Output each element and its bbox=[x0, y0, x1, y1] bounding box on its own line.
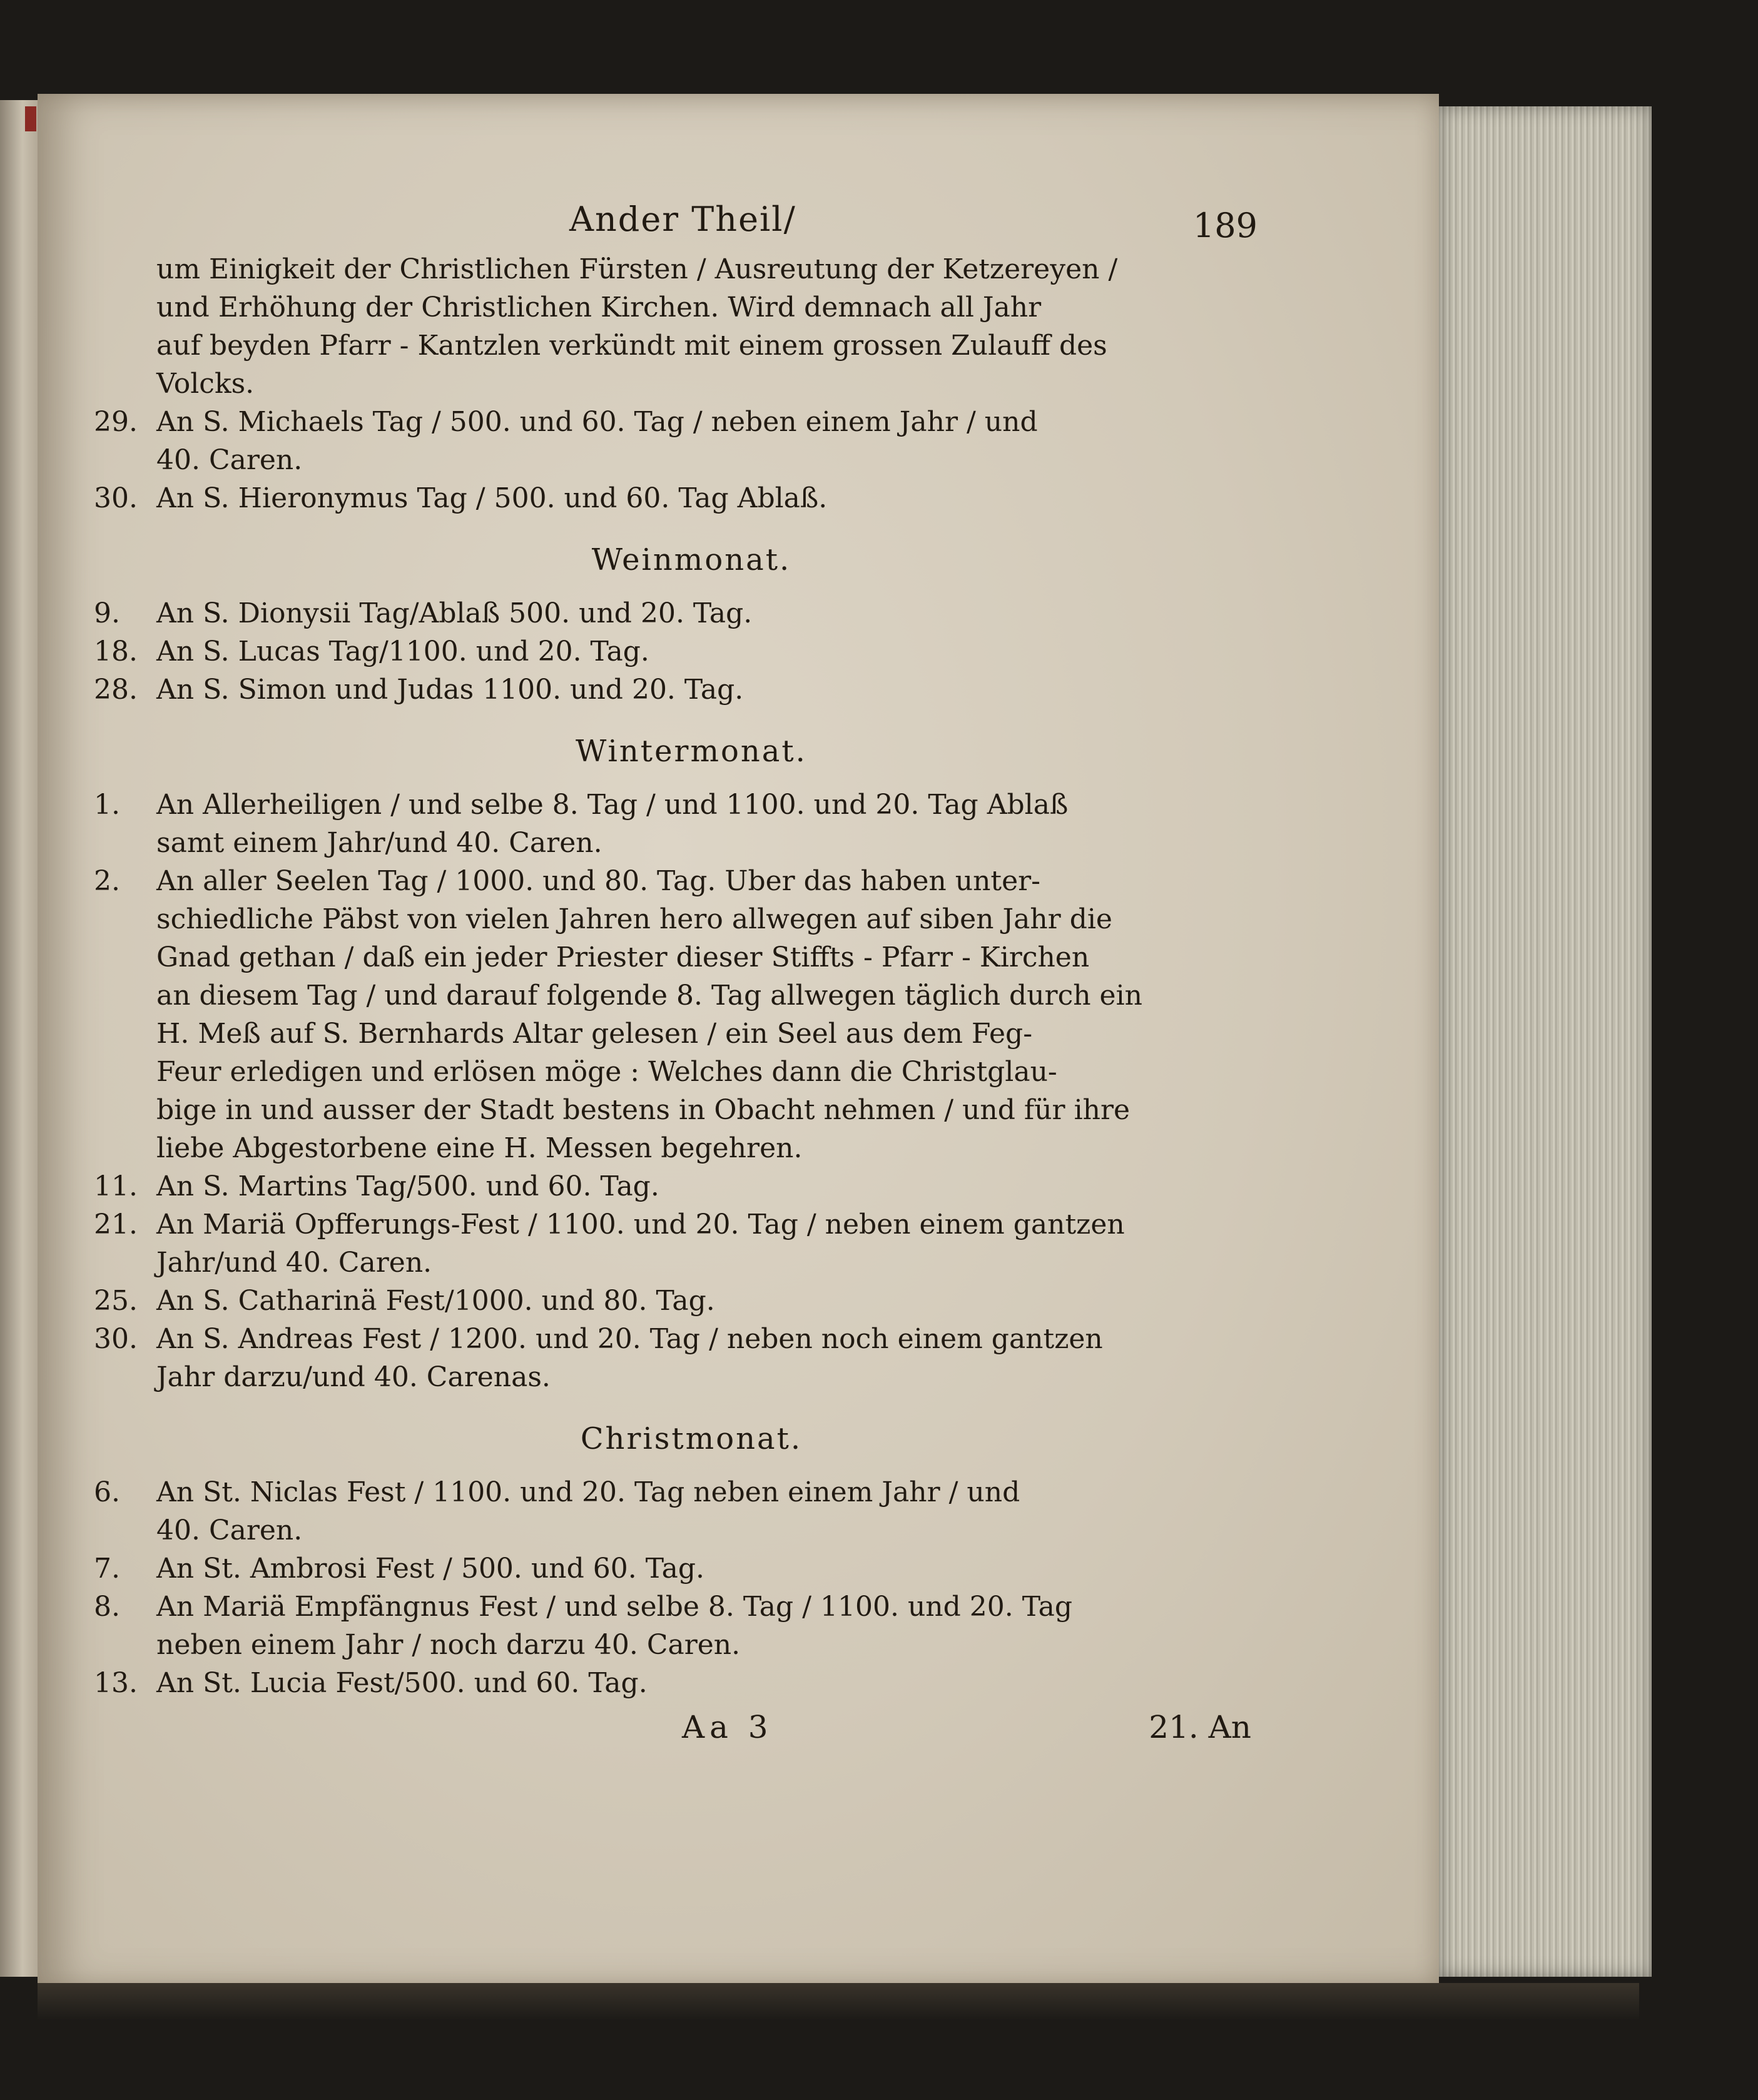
text-line: Gnad gethan / daß ein jeder Priester dieser Stiffts - Pfarr - Kirchen bbox=[156, 941, 1090, 973]
entry-number: 7. bbox=[94, 1553, 120, 1585]
text-line: An S. Lucas Tag/1100. und 20. Tag. bbox=[156, 636, 649, 667]
text-line: bige in und ausser der Stadt bestens in Obacht nehmen / und für ihre bbox=[156, 1094, 1131, 1126]
entry-number: 18. bbox=[94, 636, 138, 667]
text-line: An S. Michaels Tag / 500. und 60. Tag / neben einem Jahr / und bbox=[156, 406, 1038, 438]
text-line: Jahr/und 40. Caren. bbox=[156, 1247, 432, 1279]
list-item bbox=[94, 1205, 1251, 1282]
list-item bbox=[94, 594, 1251, 632]
list-item bbox=[94, 1167, 1251, 1205]
text-line: schiedliche Päbst von vielen Jahren hero allwegen auf siben Jahr die bbox=[156, 903, 1112, 935]
page-header bbox=[94, 200, 1258, 250]
text-line: An Mariä Empfängnus Fest / und selbe 8. Tag / 1100. und 20. Tag bbox=[156, 1591, 1073, 1623]
entry-number: 11. bbox=[94, 1170, 138, 1202]
text-line: 40. Caren. bbox=[156, 444, 303, 476]
text-line: samt einem Jahr/und 40. Caren. bbox=[156, 827, 602, 859]
list-item bbox=[94, 632, 1251, 671]
text-line: auf beyden Pfarr - Kantzlen verkündt mit einem grossen Zulauff des bbox=[156, 330, 1107, 362]
month-heading-october: Weinmonat. bbox=[591, 542, 791, 577]
text-line: 40. Caren. bbox=[156, 1514, 303, 1546]
list-item bbox=[94, 1320, 1251, 1396]
text-line: An St. Lucia Fest/500. und 60. Tag. bbox=[156, 1667, 648, 1699]
running-title: Ander Theil/ bbox=[569, 200, 796, 239]
entry-number: 6. bbox=[94, 1476, 120, 1508]
list-item bbox=[94, 479, 1251, 517]
text-line: um Einigkeit der Christlichen Fürsten / Ausreutung der Ketzereyen / bbox=[156, 253, 1118, 285]
entry-number: 2. bbox=[94, 865, 120, 897]
entry-number: 9. bbox=[94, 597, 120, 629]
text-line: An St. Niclas Fest / 1100. und 20. Tag neben einem Jahr / und bbox=[156, 1476, 1020, 1508]
entry-number: 25. bbox=[94, 1285, 138, 1317]
entry-number: 1. bbox=[94, 789, 120, 821]
text-line: An aller Seelen Tag / 1000. und 80. Tag. Uber das haben unter- bbox=[156, 865, 1041, 897]
entry-number: 8. bbox=[94, 1591, 120, 1623]
page-number: 189 bbox=[1192, 206, 1258, 245]
list-item bbox=[94, 1550, 1251, 1588]
entry-number: 13. bbox=[94, 1667, 138, 1699]
text-line: An Mariä Opfferungs-Fest / 1100. und 20. Tag / neben einem gantzen bbox=[156, 1209, 1125, 1240]
text-line: An S. Simon und Judas 1100. und 20. Tag. bbox=[156, 674, 744, 706]
text-line: Jahr darzu/und 40. Carenas. bbox=[156, 1361, 551, 1393]
list-item bbox=[94, 1664, 1251, 1702]
text-line: an diesem Tag / und darauf folgende 8. Tag allwegen täglich durch ein bbox=[156, 980, 1143, 1012]
signature-mark: Aa 3 bbox=[682, 1709, 773, 1745]
month-heading-december: Christmonat. bbox=[580, 1421, 803, 1456]
list-item bbox=[94, 786, 1251, 862]
text-line: H. Meß auf S. Bernhards Altar gelesen / ein Seel aus dem Feg- bbox=[156, 1018, 1033, 1050]
book-bottom-shadow bbox=[38, 1983, 1639, 2021]
list-item bbox=[94, 1588, 1251, 1664]
list-item bbox=[94, 862, 1251, 1167]
catchword: 21. An bbox=[1149, 1709, 1251, 1745]
text-line: liebe Abgestorbene eine H. Messen begehren. bbox=[156, 1132, 803, 1164]
text-line: An S. Andreas Fest / 1200. und 20. Tag / neben noch einem gantzen bbox=[156, 1323, 1103, 1355]
list-item bbox=[94, 1282, 1251, 1320]
text-line: Feur erledigen und erlösen möge : Welches dann die Christglau- bbox=[156, 1056, 1057, 1088]
text-line: An S. Dionysii Tag/Ablaß 500. und 20. Tag. bbox=[156, 597, 753, 629]
text-line: Volcks. bbox=[156, 368, 255, 400]
list-item bbox=[94, 1473, 1251, 1550]
list-item bbox=[94, 671, 1251, 709]
previous-page-edge bbox=[0, 100, 38, 1977]
entry-number: 30. bbox=[94, 482, 138, 514]
month-heading-november: Wintermonat. bbox=[576, 734, 807, 769]
text-line: An S. Hieronymus Tag / 500. und 60. Tag Ablaß. bbox=[156, 482, 828, 514]
entry-number: 30. bbox=[94, 1323, 138, 1355]
text-line: An S. Martins Tag/500. und 60. Tag. bbox=[156, 1170, 659, 1202]
list-item bbox=[94, 403, 1251, 479]
page-footer bbox=[94, 1708, 1251, 1752]
entry-number: 29. bbox=[94, 406, 138, 438]
text-line: An S. Catharinä Fest/1000. und 80. Tag. bbox=[156, 1285, 715, 1317]
page-block-edges bbox=[1439, 106, 1652, 1977]
entry-number: 28. bbox=[94, 674, 138, 706]
text-line: An Allerheiligen / und selbe 8. Tag / und 1100. und 20. Tag Ablaß bbox=[156, 789, 1069, 821]
entry-number: 21. bbox=[94, 1209, 138, 1240]
intro-paragraph bbox=[94, 250, 1251, 403]
text-line: neben einem Jahr / noch darzu 40. Caren. bbox=[156, 1629, 741, 1661]
bookmark-ribbon bbox=[25, 106, 36, 131]
text-line: An St. Ambrosi Fest / 500. und 60. Tag. bbox=[156, 1553, 705, 1585]
page-text bbox=[94, 200, 1258, 1752]
text-line: und Erhöhung der Christlichen Kirchen. Wird demnach all Jahr bbox=[156, 292, 1042, 323]
